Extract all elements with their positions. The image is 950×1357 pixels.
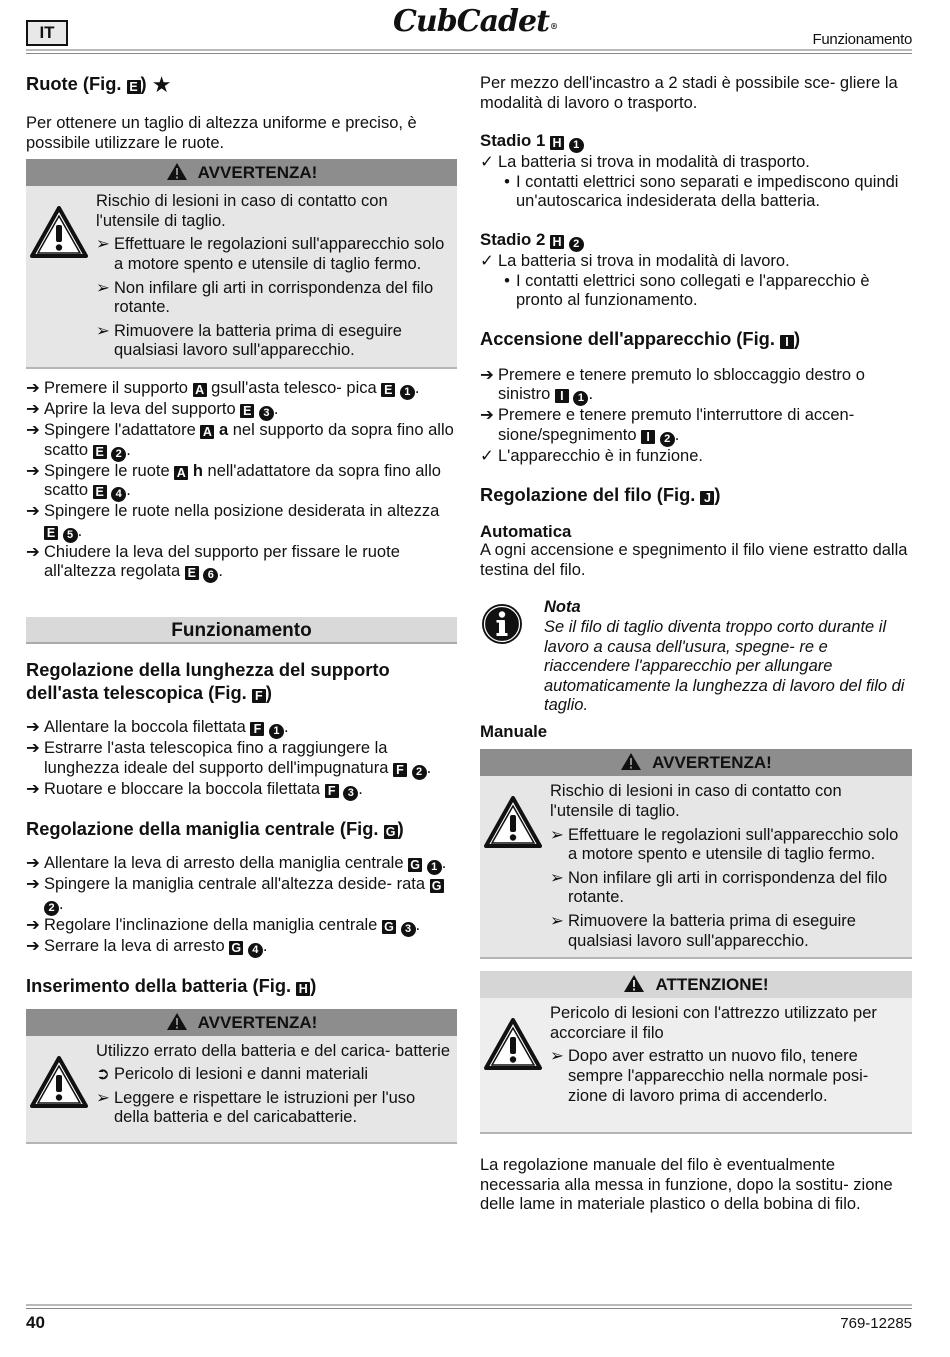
list-item: ➢ Leggere e rispettare le istruzioni per l'uso della batteria e del caricabatterie. xyxy=(96,1088,416,1127)
bullet-item: • I contatti elettrici sono separati e impediscono quindi un'autoscarica indesiderata della batteria. xyxy=(504,172,899,211)
right-intro: Per mezzo dell'incastro a 2 stadi è possibile sce- gliere la modalità di lavoro o trasporto. xyxy=(480,74,898,112)
caution-text: Pericolo di lesioni con l'attrezzo utilizzato per accorciare il filo xyxy=(550,1004,877,1042)
warning-box-filo xyxy=(480,749,912,959)
caution-box-filo xyxy=(480,971,912,1134)
check-item: ✓ La batteria si trova in modalità di lavoro. xyxy=(480,251,790,270)
warning-triangle-icon xyxy=(166,162,188,181)
heading-manuale: Manuale xyxy=(480,721,548,741)
heading-stadio1: Stadio 1 H 1 xyxy=(480,131,912,153)
footer-rule-thin xyxy=(26,1308,912,1309)
list-item: ➢ Rimuovere la batteria prima di eseguire qualsiasi lavoro sull'apparecchio. xyxy=(96,321,402,360)
heading-filo: Regolazione del filo (Fig. J ) xyxy=(480,483,721,505)
right-column xyxy=(480,70,912,1215)
header-rule-thin xyxy=(26,53,912,54)
document-code: 769-12285 xyxy=(840,1315,912,1332)
list-item: ➢ Effettuare le regolazioni sull'apparecchio solo a motore spento e utensile di taglio fermo. xyxy=(96,235,445,273)
step-item: ➔ Aprire la leva del supporto E 3 . xyxy=(26,399,279,419)
accensione-steps xyxy=(480,366,912,467)
maniglia-steps xyxy=(26,854,457,958)
section-band: Funzionamento xyxy=(26,617,457,644)
step-item: ➔ Premere il supporto A gsull'asta telesco- pica E 1 . xyxy=(26,378,420,398)
heading-ruote: Ruote (Fig. E ) ★ xyxy=(26,72,172,97)
manuale-text: La regolazione manuale del filo è eventualmente necessaria alla messa in funzione, dopo la sostitu- zione delle lame in materiale plastico o della bobina di filo. xyxy=(480,1156,893,1214)
warning-large-icon xyxy=(484,1018,542,1070)
step-item: ➔ Premere e tenere premuto l'interruttore di accen- sione/spegnimento I 2 . xyxy=(480,406,855,445)
heading-maniglia: Regolazione della maniglia centrale (Fig. G ) xyxy=(26,817,404,839)
ruote-intro: Per ottenere un taglio di altezza uniforme e preciso, è possibile utilizzare le ruote. xyxy=(26,114,417,152)
warning-box-ruote xyxy=(26,159,457,369)
warning-header: AVVERTENZA! xyxy=(480,749,912,776)
note-text: Se il filo di taglio diventa troppo corto durante il lavoro a causa dell'usura, spegne- re e riaccendere l'apparecchio per allungare automaticamente la lunghezza di lavoro del filo di taglio. xyxy=(544,617,905,715)
check-item: ✓ La batteria si trova in modalità di trasporto. xyxy=(480,153,810,172)
warning-header: AVVERTENZA! xyxy=(26,1009,457,1036)
step-item: ➔ Spingere l'adattatore A a nel supporto da sopra fino allo scatto E 2 . xyxy=(26,420,454,460)
footer-rule xyxy=(26,1304,912,1306)
warning-text: Rischio di lesioni in caso di contatto con l'utensile di taglio. xyxy=(96,192,388,230)
list-item: ➢ Non infilare gli arti in corrispondenza del filo rotante. xyxy=(550,868,888,907)
header-rule xyxy=(26,49,912,51)
consequence-item: ➲ Pericolo di lesioni e danni materiali xyxy=(96,1065,369,1084)
ruote-steps xyxy=(26,379,457,583)
list-item: ➢ Effettuare le regolazioni sull'apparecchio solo a motore spento e utensile di taglio fermo. xyxy=(550,825,899,864)
warning-large-icon xyxy=(30,206,88,258)
warning-large-icon xyxy=(484,796,542,848)
check-item: ✓ L'apparecchio è in funzione. xyxy=(480,446,703,465)
caution-header: ATTENZIONE! xyxy=(480,971,912,998)
step-item: ➔ Chiudere la leva del supporto per fissare le ruote all'altezza regolata E 6 . xyxy=(26,542,400,582)
list-item: ➢ Dopo aver estratto un nuovo filo, tenere sempre l'apparecchio nella normale posi- zione di lavoro prima di accenderlo. xyxy=(550,1047,869,1105)
step-item: ➔ Allentare la boccola filettata F 1 . xyxy=(26,718,289,738)
step-item: ➔ Estrarre l'asta telescopica fino a raggiungere la lunghezza ideale del supporto dell'impugnatura F 2 . xyxy=(26,739,432,778)
heading-lunghezza: Regolazione della lunghezza del supporto dell'asta telescopica (Fig. F ) xyxy=(26,659,390,704)
warning-header: AVVERTENZA! xyxy=(26,159,457,186)
section-title: Funzionamento xyxy=(812,31,912,48)
step-item: ➔ Regolare l'inclinazione della maniglia centrale G 3 . xyxy=(26,915,421,935)
note-box xyxy=(480,598,912,716)
bullet-item: • I contatti elettrici sono collegati e l'apparecchio è pronto al funzionamento. xyxy=(504,271,870,310)
list-item: ➢ Rimuovere la batteria prima di eseguire qualsiasi lavoro sull'apparecchio. xyxy=(550,912,856,950)
step-item: ➔ Ruotare e bloccare la boccola filettata F 3 . xyxy=(26,779,363,799)
page-number: 40 xyxy=(26,1313,45,1332)
warning-box-batteria xyxy=(26,1009,457,1144)
step-item: ➔ Spingere la maniglia centrale all'altezza deside- rata G 2 . xyxy=(26,875,457,916)
heading-automatica: Automatica xyxy=(480,521,572,541)
heading-accensione: Accensione dell'apparecchio (Fig. I ) xyxy=(480,327,801,349)
automatica-text: A ogni accensione e spegnimento il filo viene estratto dalla testina del filo. xyxy=(480,541,908,579)
step-item: ➔ Spingere le ruote A h nell'adattatore da sopra fino allo scatto E 4 . xyxy=(26,461,441,501)
star-icon: ★ xyxy=(151,72,172,97)
registered-mark: ® xyxy=(549,21,557,31)
language-badge: IT xyxy=(26,20,68,46)
lunghezza-steps xyxy=(26,718,457,801)
warning-triangle-icon xyxy=(620,752,642,771)
info-icon xyxy=(480,602,524,646)
warning-triangle-icon xyxy=(623,974,645,993)
warning-triangle-icon xyxy=(166,1012,188,1031)
warning-text: Utilizzo errato della batteria e del carica- batterie xyxy=(96,1041,451,1060)
step-item: ➔ Premere e tenere premuto lo sbloccaggio destro o sinistro I 1 . xyxy=(480,365,865,405)
heading-stadio2: Stadio 2 H 2 xyxy=(480,230,912,252)
step-item: ➔ Serrare la leva di arresto G 4 . xyxy=(26,936,268,956)
list-item: ➢ Non infilare gli arti in corrispondenza del filo rotante. xyxy=(96,278,434,317)
warning-large-icon xyxy=(30,1056,88,1108)
left-column xyxy=(26,70,457,1144)
brand-name: CubCadet xyxy=(393,4,549,39)
warning-text: Rischio di lesioni in caso di contatto con l'utensile di taglio. xyxy=(550,782,842,821)
heading-batteria: Inserimento della batteria (Fig. H ) xyxy=(26,974,317,996)
step-item: ➔ Spingere le ruote nella posizione desiderata in altezza E 5 . xyxy=(26,502,440,541)
step-item: ➔ Allentare la leva di arresto della maniglia centrale G 1 . xyxy=(26,853,447,873)
note-title: Nota xyxy=(544,598,581,617)
brand-logo xyxy=(0,2,950,46)
